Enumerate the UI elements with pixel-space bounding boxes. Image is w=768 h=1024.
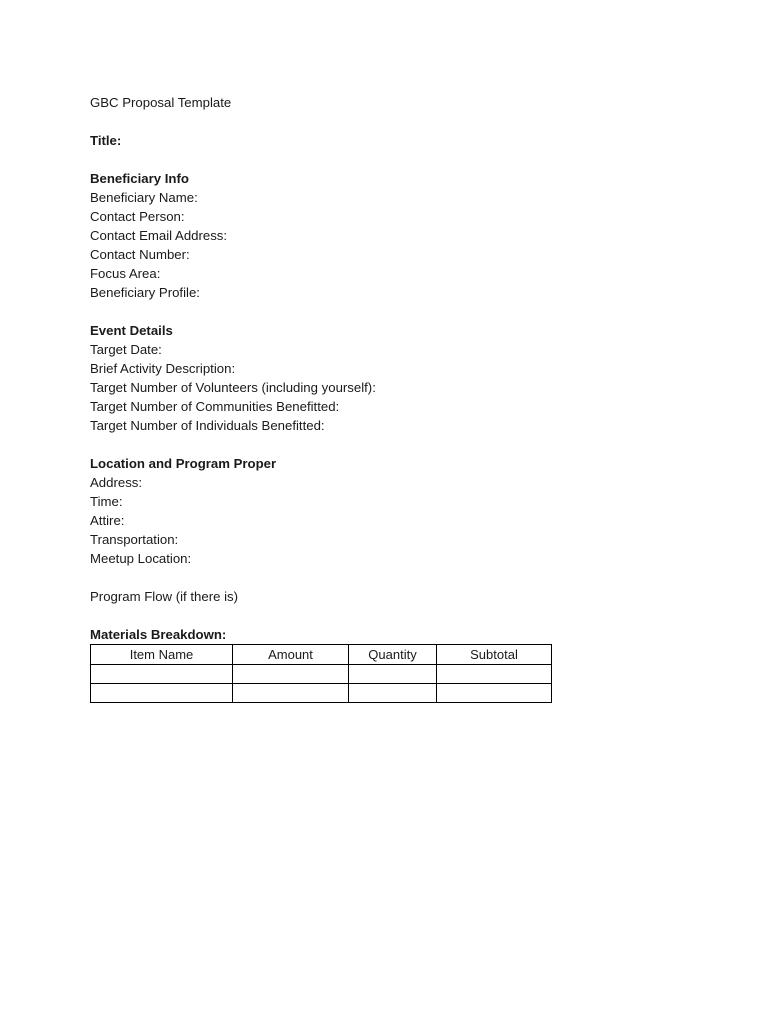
target-individuals-label: Target Number of Individuals Benefitted: (90, 418, 325, 433)
program-flow-label: Program Flow (if there is) (90, 589, 239, 604)
column-header-quantity: Quantity (349, 645, 437, 665)
activity-description-label: Brief Activity Description: (90, 361, 236, 376)
address-label: Address: (90, 475, 143, 490)
table-cell[interactable] (437, 665, 552, 684)
materials-table (90, 644, 552, 703)
column-header-item-name: Item Name (91, 645, 233, 665)
beneficiary-section-header: Beneficiary Info (90, 171, 189, 186)
contact-email-label: Contact Email Address: (90, 228, 228, 243)
target-date-label: Target Date: (90, 342, 162, 357)
title-label: Title: (90, 133, 122, 148)
spacer (90, 568, 730, 587)
beneficiary-profile-label: Beneficiary Profile: (90, 285, 200, 300)
document-page (90, 93, 730, 703)
target-communities-label: Target Number of Communities Benefitted: (90, 399, 340, 414)
column-header-amount: Amount (233, 645, 349, 665)
document-heading: GBC Proposal Template (90, 95, 232, 110)
table-cell[interactable] (349, 665, 437, 684)
materials-section-header: Materials Breakdown: (90, 627, 227, 642)
table-cell[interactable] (91, 665, 233, 684)
table-cell[interactable] (349, 684, 437, 703)
transportation-label: Transportation: (90, 532, 179, 547)
table-cell[interactable] (233, 665, 349, 684)
table-cell[interactable] (233, 684, 349, 703)
table-cell[interactable] (437, 684, 552, 703)
time-label: Time: (90, 494, 123, 509)
meetup-location-label: Meetup Location: (90, 551, 192, 566)
event-section-header: Event Details (90, 323, 173, 338)
spacer (90, 150, 730, 169)
spacer (90, 606, 730, 625)
table-cell[interactable] (91, 684, 233, 703)
table-header-row (91, 645, 552, 665)
attire-label: Attire: (90, 513, 125, 528)
focus-area-label: Focus Area: (90, 266, 161, 281)
contact-person-label: Contact Person: (90, 209, 185, 224)
column-header-subtotal: Subtotal (437, 645, 552, 665)
contact-number-label: Contact Number: (90, 247, 190, 262)
location-section-header: Location and Program Proper (90, 456, 277, 471)
spacer (90, 435, 730, 454)
beneficiary-name-label: Beneficiary Name: (90, 190, 198, 205)
spacer (90, 302, 730, 321)
target-volunteers-label: Target Number of Volunteers (including yourself): (90, 380, 376, 395)
spacer (90, 112, 730, 131)
table-row (91, 665, 552, 684)
table-row (91, 684, 552, 703)
